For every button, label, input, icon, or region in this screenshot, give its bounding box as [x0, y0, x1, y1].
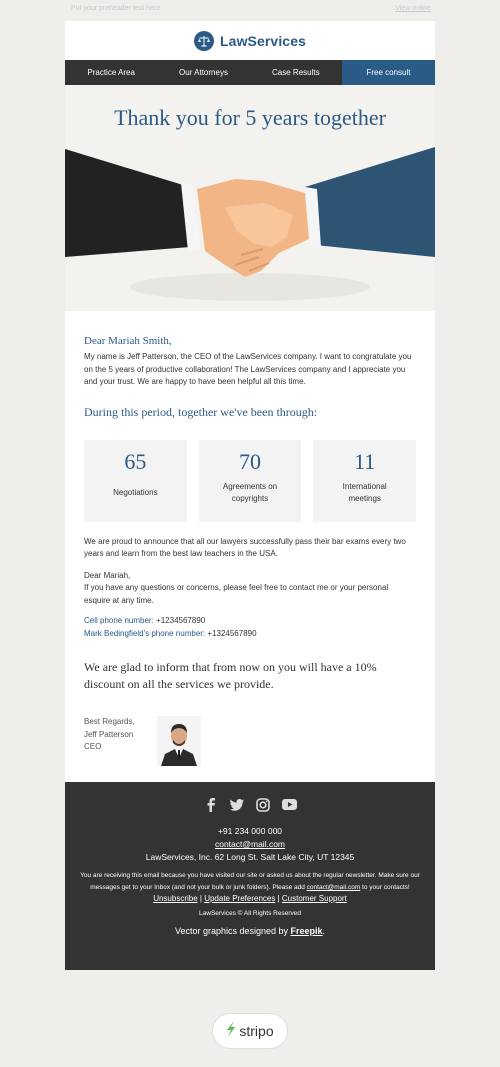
greeting: Dear Mariah Smith, — [84, 335, 172, 347]
stat-value: 11 — [354, 448, 376, 474]
main-nav — [65, 60, 435, 85]
intro-paragraph: My name is Jeff Patterson, the CEO of the LawServices company. I want to congratulate you on the 5 years of productive collaboration! The LawServices company and I appreciate you and your trust. We are happy to have been helpful all this time. — [84, 352, 412, 386]
stats-heading: During this period, together we've been through: — [84, 404, 318, 419]
nav-our-attorneys[interactable]: Our Attorneys — [179, 68, 228, 77]
phone-numbers — [84, 615, 416, 640]
stripo-leaf-icon — [226, 1021, 236, 1042]
unsubscribe-link[interactable]: Unsubscribe — [153, 894, 198, 903]
signature-block — [84, 716, 416, 766]
mark-phone-value[interactable]: +1324567890 — [207, 628, 257, 638]
stat-card — [313, 440, 416, 522]
stat-label: Agreements on copyrights — [222, 481, 278, 503]
stat-card — [199, 440, 302, 522]
stat-label: Negotiations — [113, 487, 158, 497]
free-consult-button[interactable]: Free consult — [342, 60, 435, 85]
twitter-icon[interactable] — [230, 797, 245, 812]
footer-notice — [65, 870, 435, 893]
email-footer — [65, 782, 435, 970]
notice-text-2: to your contacts! — [362, 883, 410, 891]
stat-value: 65 — [124, 448, 147, 474]
stripo-label: stripo — [239, 1023, 274, 1039]
footer-copyright: LawServices © All Rights Reserved — [199, 910, 301, 917]
customer-support-link[interactable]: Customer Support — [281, 894, 347, 903]
stat-card — [84, 440, 187, 522]
second-greeting: Dear Mariah, — [84, 570, 131, 580]
footer-email[interactable]: contact@mail.com — [214, 839, 286, 849]
proud-paragraph: We are proud to announce that all our lawyers successfully pass their bar exams every two years and learn from the best law teachers in the USA. — [84, 536, 406, 558]
footer-phone[interactable]: +91 234 000 000 — [217, 826, 283, 836]
mark-phone-label: Mark Bedingfield's phone number: — [84, 628, 206, 638]
letter-body — [65, 311, 435, 782]
email-container — [65, 21, 435, 970]
sign-regards: Best Regards, — [84, 717, 135, 726]
notice-email-link[interactable]: contact@mail.com — [306, 883, 361, 891]
instagram-icon[interactable] — [256, 797, 271, 812]
ceo-avatar — [157, 716, 201, 766]
vector-credit-suffix: . — [322, 926, 326, 936]
freepik-link[interactable]: Freepik — [290, 926, 323, 936]
discount-message: We are glad to inform that from now on you will have a 10% discount on all the services we provide. — [84, 660, 377, 691]
sign-title: CEO — [84, 742, 102, 751]
stripo-badge — [212, 1013, 288, 1049]
sign-name: Jeff Patterson — [84, 729, 134, 739]
brand-logo[interactable]: LawServices — [220, 32, 306, 49]
vector-credit — [65, 926, 435, 936]
stripo-badge-link[interactable] — [212, 1012, 290, 1050]
stat-value: 70 — [239, 448, 261, 474]
email-header — [65, 21, 435, 60]
scales-of-justice-icon — [194, 31, 214, 51]
stats-row — [84, 440, 416, 522]
notice-text-1: You are receiving this email because you have visited our site or asked us about the regular newsletter. Make sure our messages get to your Inbox (and not your bulk or junk folders). Please add — [80, 872, 420, 891]
preheader-text: Put your preheader text here — [71, 5, 161, 12]
facebook-icon[interactable] — [204, 797, 219, 812]
youtube-icon[interactable] — [282, 797, 297, 812]
signature-text — [84, 716, 157, 766]
hero-title: Thank you for 5 years together — [114, 105, 386, 130]
preheader — [71, 5, 431, 17]
stat-label: International meetings — [342, 481, 387, 503]
hero-banner — [65, 85, 435, 311]
view-online-link[interactable]: View online — [395, 5, 431, 12]
questions-paragraph: If you have any questions or concerns, please feel free to contact me or your personal esquire at any time. — [84, 583, 389, 605]
nav-case-results[interactable]: Case Results — [272, 68, 320, 77]
social-links — [65, 797, 435, 812]
footer-address: LawServices, Inc. 62 Long St. Salt Lake City, UT 12345 — [145, 852, 355, 862]
nav-practice-area[interactable]: Practice Area — [87, 68, 135, 77]
vector-credit-prefix: Vector graphics designed by — [174, 926, 289, 936]
handshake-illustration — [65, 147, 435, 311]
cell-phone-value[interactable]: +1234567890 — [156, 616, 206, 625]
cell-phone-label: Cell phone number: — [84, 616, 154, 625]
second-greeting-block — [84, 570, 416, 608]
update-preferences-link[interactable]: Update Preferences — [204, 894, 276, 903]
footer-links: Unsubscribe | Update Preferences | Customer Support — [153, 894, 347, 903]
